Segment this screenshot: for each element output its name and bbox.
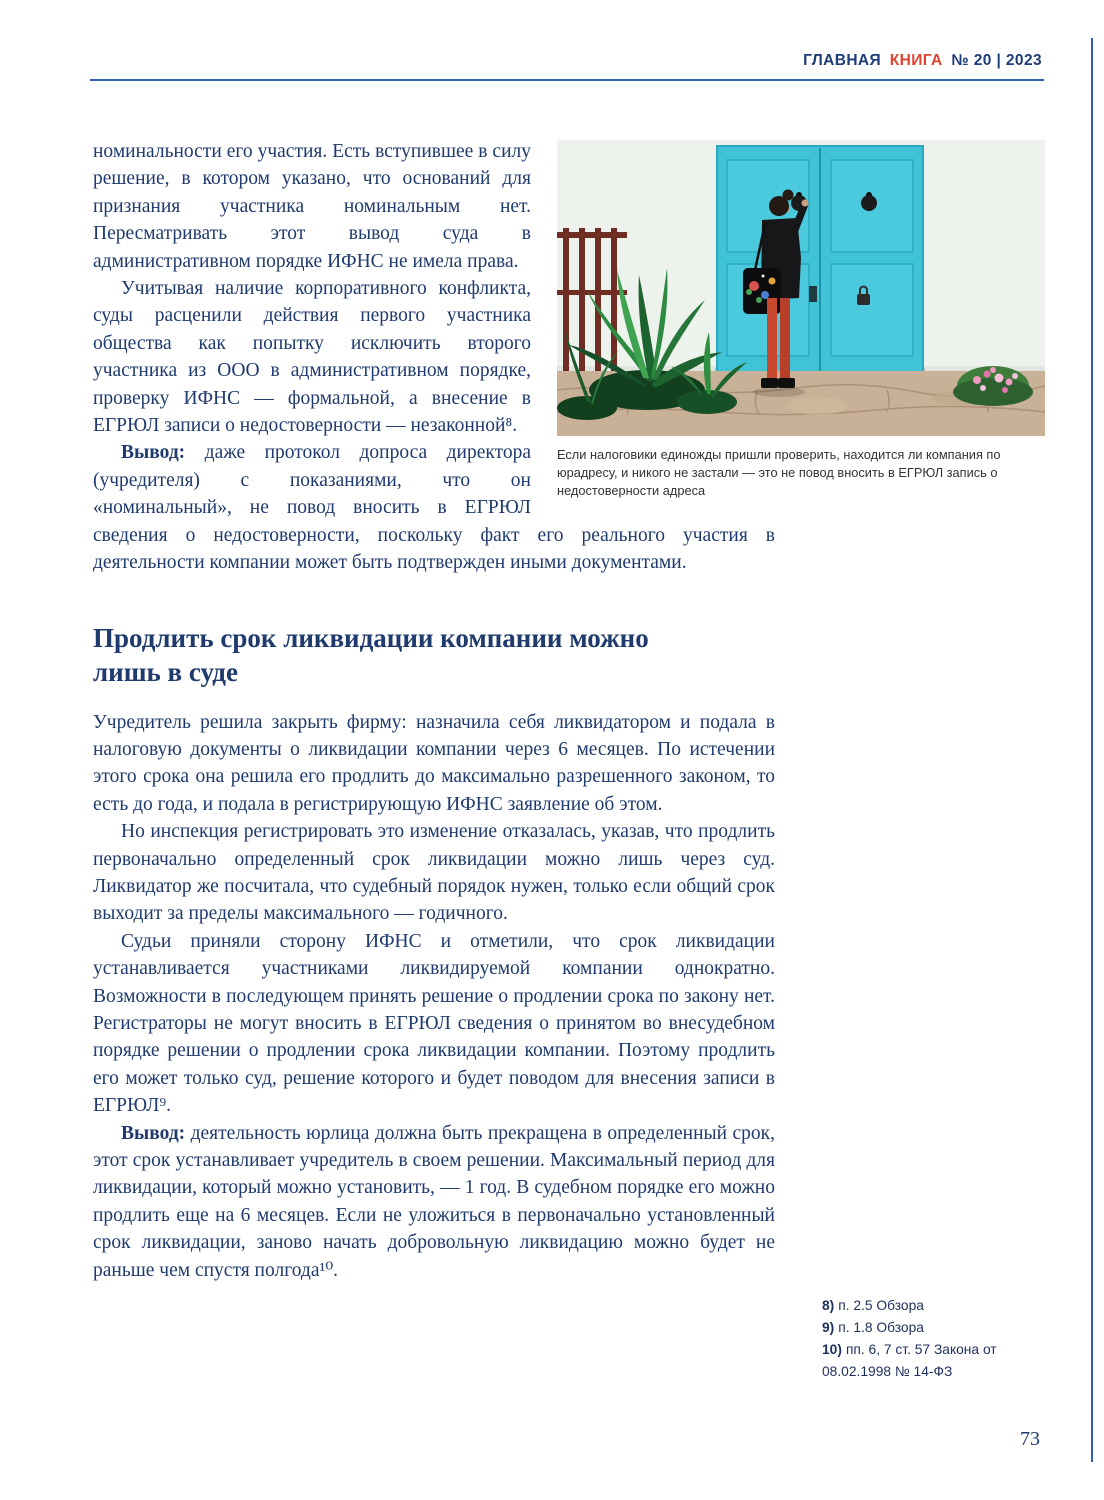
margin-rule (1091, 38, 1093, 1462)
section-heading-line: Продлить срок ликвидации компании можно (93, 622, 649, 653)
photo-door (715, 146, 925, 375)
paragraph-text: даже протокол допроса директора (учредителя) с показаниями, что он «номинальный», не повод вносить в ЕГРЮЛ сведения о недостоверности, поскольку факт его реального участия в деятельности компании может быть подтвержден иными документами. (93, 442, 775, 574)
footnote (822, 1295, 1017, 1317)
page-header (799, 52, 1042, 70)
page-number: 73 (1020, 1428, 1040, 1450)
paragraph: номинальности его участия. Есть вступившее в силу решение, в котором указано, что оснований для признания участника номинальным нет. Пересматривать этот вывод суда в административном порядке ИФНС не имела права. (93, 141, 531, 272)
footnote-number: 10) (822, 1342, 842, 1357)
section-heading-line: лишь в суде (93, 656, 238, 687)
brand-name-red: КНИГА (889, 52, 943, 69)
footnote-text: п. 1.8 Обзора (838, 1320, 924, 1335)
conclusion-label: Вывод: (121, 1122, 186, 1144)
photo-caption: Если налоговики единожды пришли проверить, находится ли компания по юрадресу, и никого не застали — это не повод вносить в ЕГРЮЛ запись о недостоверности адреса (557, 447, 1001, 499)
paragraph-text: деятельность юрлица должна быть прекращена в определенный срок, этот срок устанавливает учредитель в своем решении. Максимальный период для ликвидации, который можно установить, — 1 год. В судебном порядке его можно продлить еще на 6 месяцев. Если не уложиться в первоначально установленный срок ликвидации, заново начать добровольную ликвидацию можно будет не раньше чем спустя полгода¹⁰. (93, 1122, 775, 1281)
section-heading (93, 621, 775, 689)
footnote-text: п. 2.5 Обзора (838, 1298, 924, 1313)
footnote (822, 1317, 1017, 1339)
header-rule (90, 79, 1044, 81)
conclusion-paragraph (93, 1120, 775, 1284)
article-body (93, 138, 1001, 1284)
door-photo (557, 140, 1045, 436)
footnote (822, 1339, 1017, 1383)
issue-number: № 20 | 2023 (951, 52, 1042, 69)
footnote-number: 9) (822, 1320, 835, 1335)
paragraph: Но инспекция регистрировать это изменение отказалась, указав, что продлить первоначально определенный срок ликвидации можно лишь через суд. Ликвидатор же посчитала, что судебный порядок нужен, только если общий срок выходит за пределы максимального — годичного. (93, 821, 775, 925)
paragraph: Судьи приняли сторону ИФНС и отметили, что срок ликвидации устанавливается участниками ликвидируемой компании однократно. Возможности в последующем принять решение о продлении срока по закону нет. Регистраторы не могут вносить в ЕГРЮЛ сведения о принятом во внесудебном порядке решении о продлении срока ликвидации компании. Поэтому продлить его может только суд, решение которого и будет поводом для внесения записи в ЕГРЮЛ⁹. (93, 930, 775, 1117)
footnote-text: пп. 6, 7 ст. 57 Закона от 08.02.1998 № 14-ФЗ (822, 1342, 997, 1379)
paragraph: Учитывая наличие корпоративного конфликта, суды расценили действия первого участника общества как попытку исключить второго участника из ООО в административном порядке, проверку ИФНС — формальной, а внесение в ЕГРЮЛ записи о недостоверности — незаконной⁸. (93, 278, 531, 437)
article-figure (557, 140, 1045, 500)
footnote-number: 8) (822, 1298, 835, 1313)
conclusion-label: Вывод: (121, 442, 186, 464)
brand-name-blue: ГЛАВНАЯ (803, 52, 882, 69)
margin-footnotes (822, 1295, 1017, 1383)
paragraph: Учредитель решила закрыть фирму: назначила себя ликвидатором и подала в налоговую документы о ликвидации компании через 6 месяцев. По истечении этого срока она решила его продлить до максимально разрешенного законом, то есть до года, и подала в регистрирующую ИФНС заявление об этом. (93, 711, 775, 815)
